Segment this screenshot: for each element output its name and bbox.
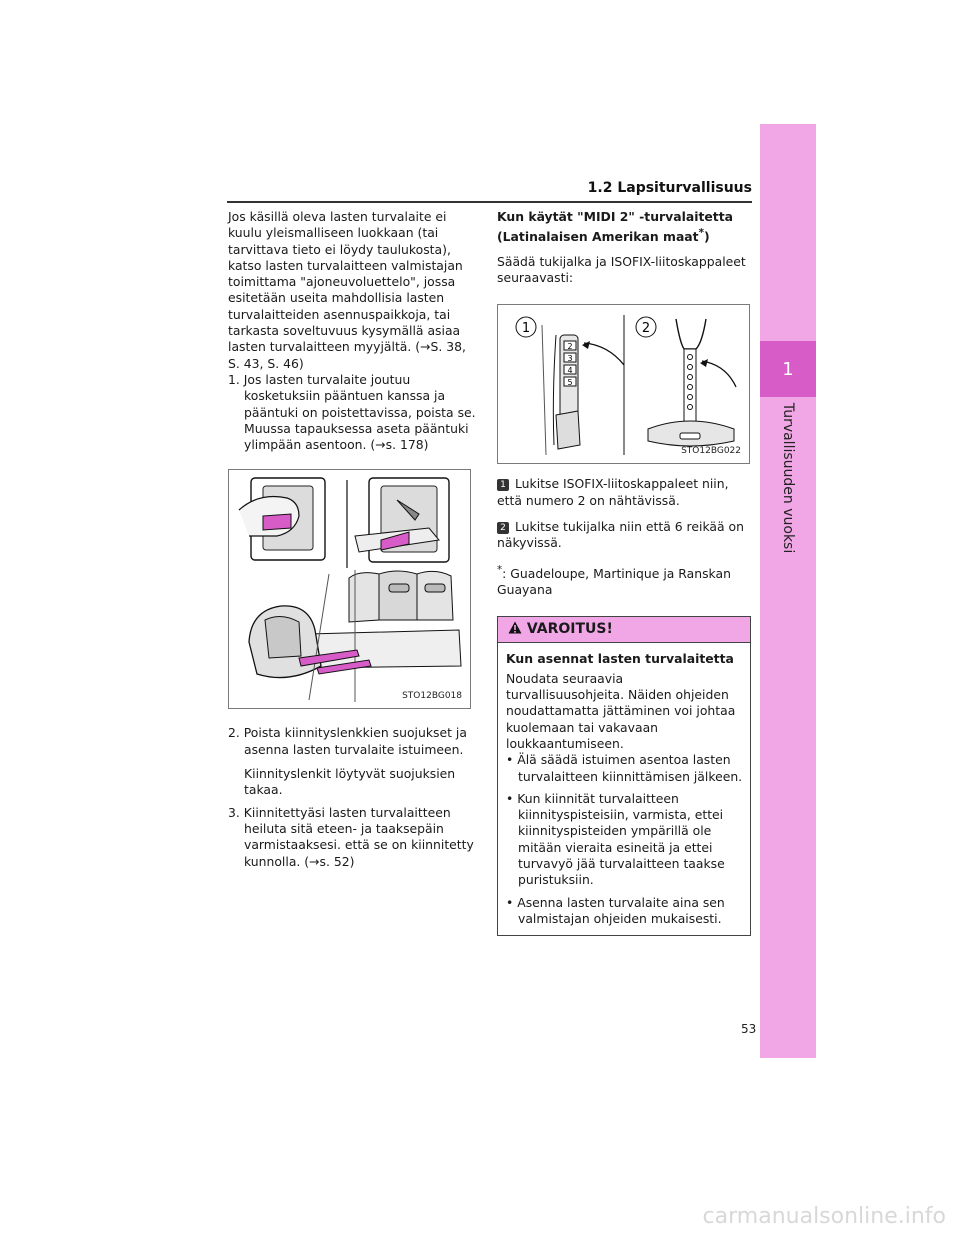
item-1: 1 Lukitse ISOFIX-liitoskappaleet niin, että numero 2 on nähtävissä. — [497, 476, 729, 508]
isofix-legs-drawing — [498, 305, 749, 463]
warning-header — [498, 617, 750, 642]
warning-bullet: • Älä säädä istuimen asentoa lasten turvalaitteen kiinnittämisen jälkeen. — [506, 752, 743, 784]
figure-code: STO12BG022 — [681, 446, 741, 457]
header-divider — [227, 201, 752, 203]
step-1: 1. Jos lasten turvalaite joutuu kosketuksiin pääntuen kanssa ja pääntuki on poistettavissa, poista se. Muussa tapauksessa aseta pääntuki ylimpään asentoon. (→s. 178) — [228, 371, 476, 453]
warning-triangle-icon — [508, 621, 522, 634]
chapter-side-tab — [760, 124, 816, 1058]
page-number: 53 — [741, 1022, 757, 1036]
isofix-legs-illustration — [497, 304, 750, 464]
warning-bullet: • Asenna lasten turvalaite aina sen valmistajan ohjeiden mukaisesti. — [506, 894, 725, 926]
item-2: 2 Lukitse tukijalka niin että 6 reikää on näkyvissä. — [497, 518, 744, 551]
step-2: 2. Poista kiinnityslenkkien suojukset ja asenna lasten turvalaite istuimeen. — [228, 725, 467, 757]
warning-box — [497, 616, 751, 936]
slot-number-4: 4 — [567, 366, 573, 376]
warning-label: VAROITUS! — [526, 621, 613, 638]
callout-2 — [636, 317, 656, 337]
right-column — [497, 209, 753, 936]
left-column — [228, 209, 478, 870]
headrest-anchor-illustration — [228, 469, 471, 709]
warning-bullet: • Kun kiinnität turvalaitteen kiinnityspisteisiin, varmista, ettei kiinnityspisteiden ympärillä ole mitään vieraita esineitä ja ettei turvavyö jää turvalaitteen taakse puristuksiin. — [506, 790, 725, 888]
warning-body — [498, 643, 750, 936]
watermark: carmanualsonline.info — [702, 1204, 946, 1229]
step-3: 3. Kiinnitettyäsi lasten turvalaitteen heiluta sitä eteen- ja taaksepäin varmistaaksesi. että se on kiinnitetty kunnolla. (→s. 52) — [228, 804, 474, 869]
slot-number-3: 3 — [567, 354, 573, 364]
step-2-note: Kiinnityslenkit löytyvät suojuksien takaa. — [244, 766, 456, 798]
callout-1 — [516, 317, 536, 337]
section-title: 1.2 Lapsiturvallisuus — [587, 180, 752, 196]
svg-text:1: 1 — [521, 321, 531, 337]
chapter-title-vertical: Turvallisuuden vuoksi — [780, 402, 796, 554]
slot-number-2: 2 — [567, 342, 573, 352]
warning-text: Noudata seuraavia turvallisuusohjeita. Näiden ohjeiden noudattamatta jättäminen voi johtaa kuolemaan tai vakavaan loukkaantumiseen. — [506, 670, 736, 751]
midi-intro: Säädä tukijalka ja ISOFIX-liitoskappaleet seuraavasti: — [497, 253, 746, 286]
slot-number-5: 5 — [567, 378, 573, 388]
svg-text:2: 2 — [641, 321, 651, 337]
figure-code: STO12BG018 — [402, 691, 462, 702]
intro-paragraph: Jos käsillä oleva lasten turvalaite ei kuulu yleismalliseen luokkaan (tai tarvittava tieto ei löydy taulukosta), katso lasten turvalaitteen valmistajan toimittama "ajoneuvoluettelo", jossa esitetään useita mahdollisia lasten turvalaitteiden asennuspaikkoja, tai tarkasta soveltuvuus kysymällä asiaa lasten turvalaitteen myyjältä. (→S. 38, S. 43, S. 46) — [228, 209, 466, 371]
footnote: *: Guadeloupe, Martinique ja Ranskan Guayana — [497, 563, 731, 597]
warning-title: Kun asennat lasten turvalaitetta — [506, 650, 734, 666]
chapter-number-badge: 1 — [760, 341, 816, 397]
headrest-anchor-drawing — [229, 470, 470, 708]
midi-heading: Kun käytät "MIDI 2" -turvalaitetta (Latinalaisen Amerikan maat*) — [497, 209, 733, 245]
